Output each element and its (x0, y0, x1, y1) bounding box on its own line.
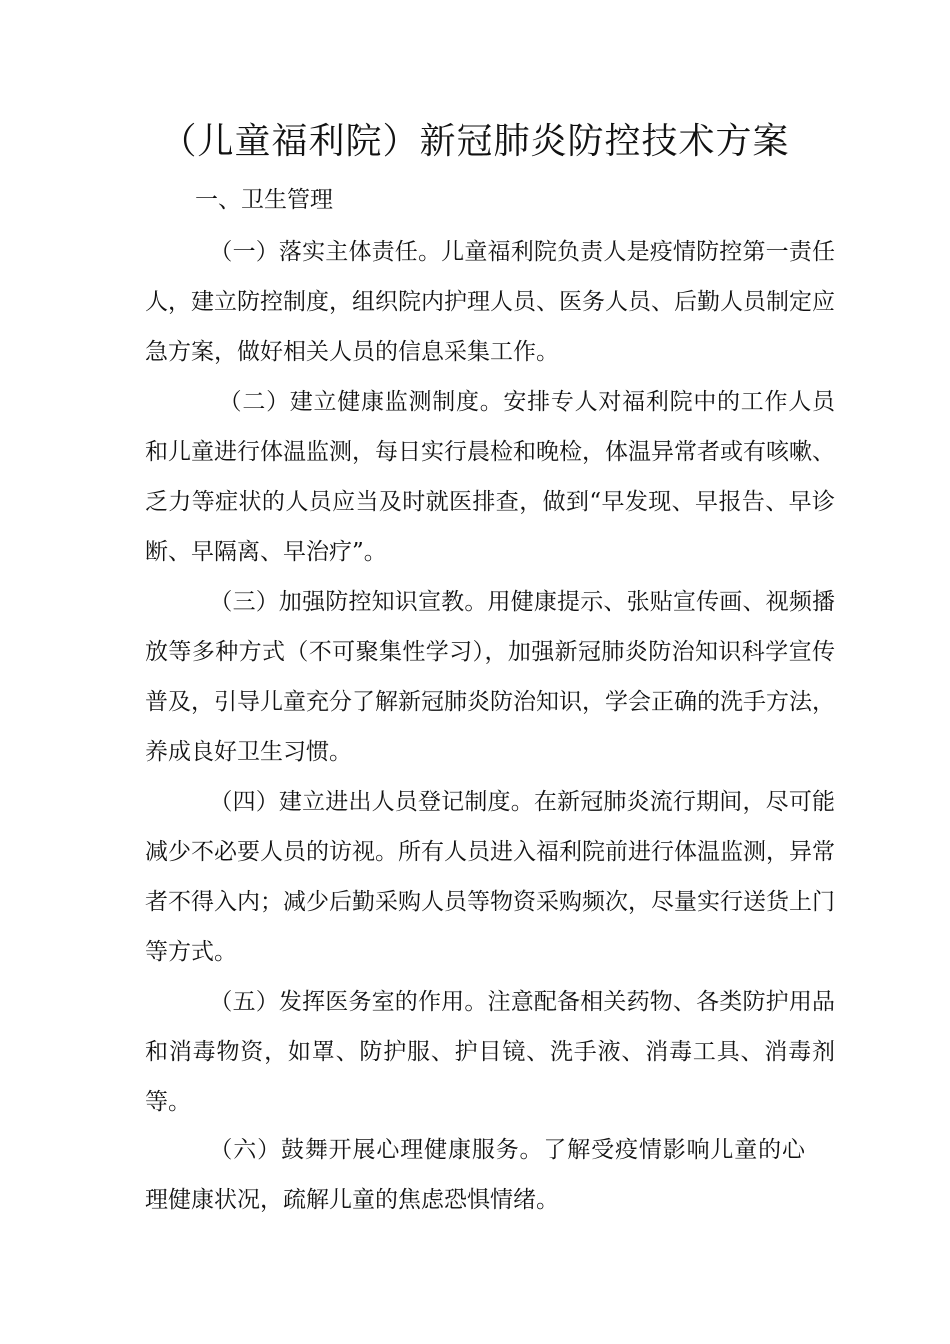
paragraph-2: （二）建立健康监测制度。安排专人对福利院中的工作人员和儿童进行体温监测，每日实行晨检和晚检，体温异常者或有咳嗽、乏力等症状的人员应当及时就医排查，做到“早发现、早报告、早诊断、早隔离、早治疗”。 (145, 389, 835, 565)
paragraph-6: （六）鼓舞开展心理健康服务。了解受疫情影响儿童的心理健康状况，疏解儿童的焦虑恐惧情绪。 (145, 1137, 805, 1213)
section-heading: 一、卫生管理 (195, 187, 333, 213)
paragraph-5: （五）发挥医务室的作用。注意配备相关药物、各类防护用品和消毒物资，如罩、防护服、护目镜、洗手液、消毒工具、消毒剂等。 (145, 989, 835, 1115)
paragraph-3: （三）加强防控知识宣教。用健康提示、张贴宣传画、视频播放等多种方式（不可聚集性学习），加强新冠肺炎防治知识科学宣传普及，引导儿童充分了解新冠肺炎防治知识，学会正确的洗手方法，养成良好卫生习惯。 (145, 589, 835, 765)
paragraph-1: （一）落实主体责任。儿童福利院负责人是疫情防控第一责任人，建立防控制度，组织院内护理人员、医务人员、后勤人员制定应急方案，做好相关人员的信息采集工作。 (145, 239, 835, 365)
paragraph-4: （四）建立进出人员登记制度。在新冠肺炎流行期间，尽可能减少不必要人员的访视。所有人员进入福利院前进行体温监测，异常者不得入内；减少后勤采购人员等物资采购频次，尽量实行送货上门等方式。 (145, 789, 835, 965)
document-title: （儿童福利院）新冠肺炎防控技术方案 (160, 121, 790, 162)
